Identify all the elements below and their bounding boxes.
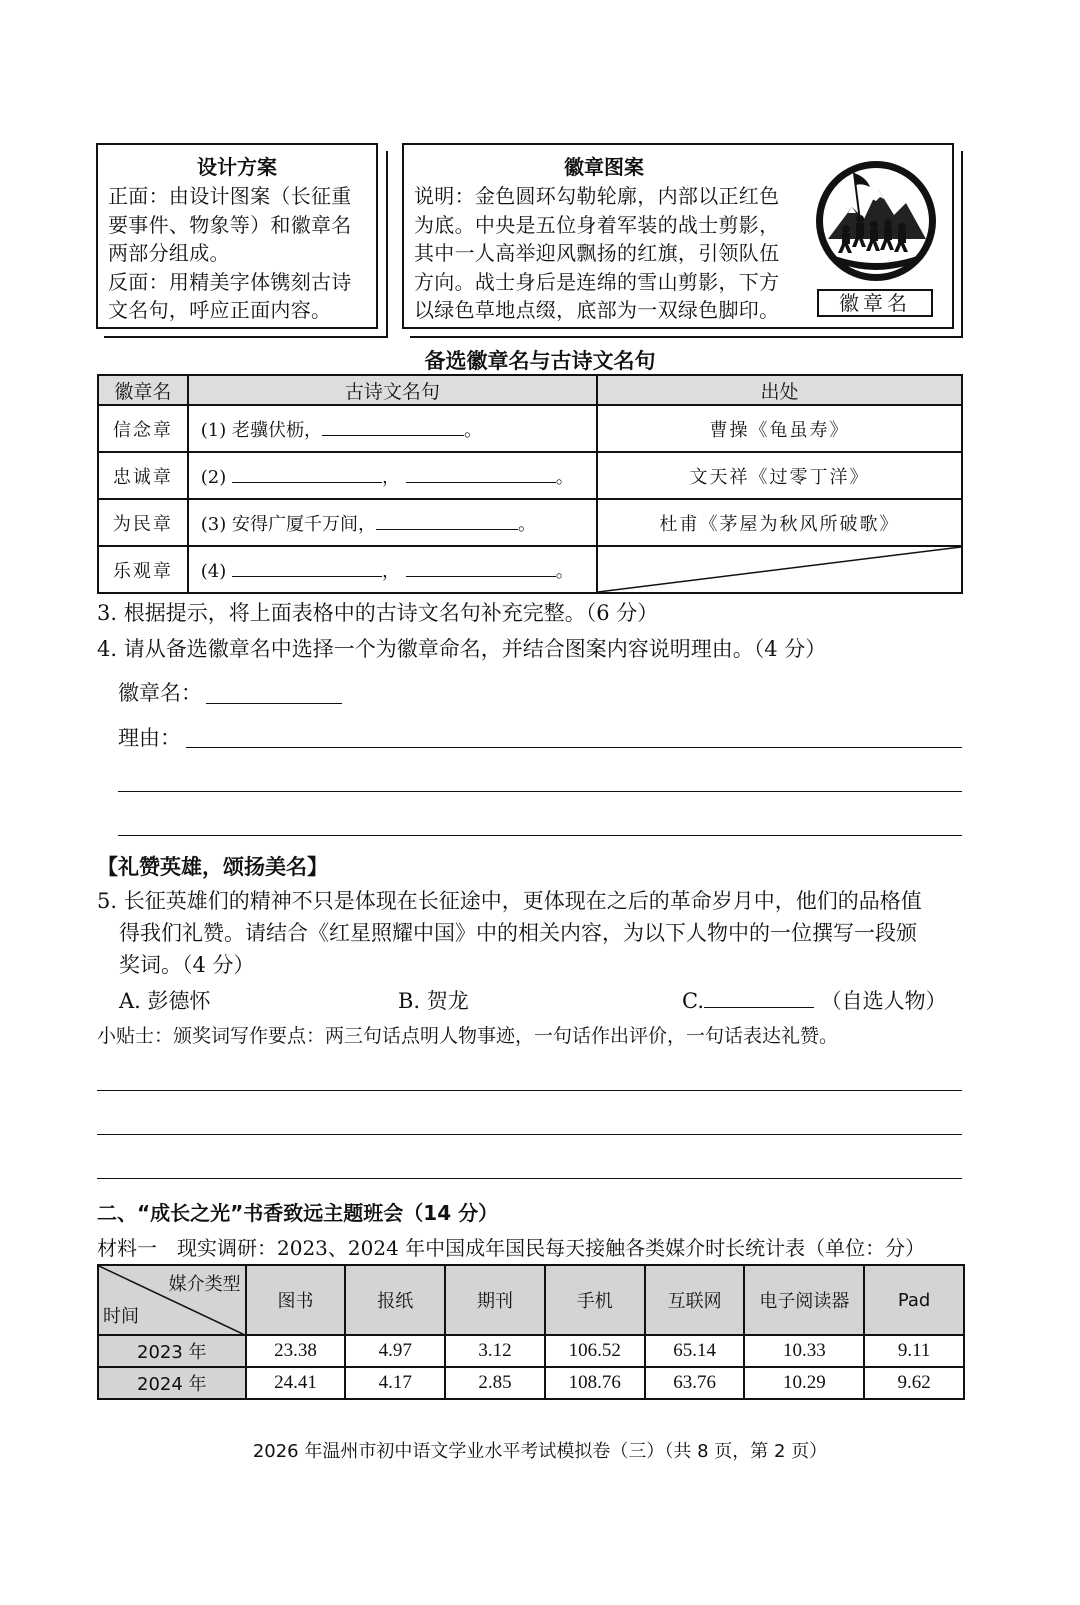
value-cell: 24.41 <box>246 1367 346 1399</box>
badge-name: 乐观章 <box>98 546 188 593</box>
emblem-image <box>814 159 938 283</box>
column-header: 电子阅读器 <box>744 1265 864 1335</box>
section-heading: 【礼赞英雄，颂扬美名】 <box>97 855 328 879</box>
design-line: 两部分组成。 <box>108 241 230 265</box>
answer-blank[interactable] <box>232 559 382 577</box>
value-cell: 63.76 <box>645 1367 745 1399</box>
answer-blank[interactable] <box>322 418 464 436</box>
value-cell: 4.97 <box>345 1335 445 1367</box>
material-1-title: 材料一 现实调研：2023、2024 年中国成年国民每天接触各类媒介时长统计表（单位：分） <box>97 1236 926 1260</box>
poem-prefix: (2) <box>200 466 227 488</box>
column-header: 手机 <box>545 1265 645 1335</box>
design-line: 反面：用精美字体镌刻古诗 <box>108 269 352 294</box>
badge-table-caption: 备选徽章名与古诗文名句 <box>424 349 656 373</box>
part-2-heading: 二、“成长之光”书香致远主题班会（14 分） <box>97 1201 499 1225</box>
question-5-line: 得我们礼赞。请结合《红星照耀中国》中的相关内容，为以下人物中的一位撰写一段颁 <box>119 921 917 945</box>
emblem-pattern-title: 徽章图案 <box>564 155 644 179</box>
badge-name: 忠诚章 <box>98 452 188 499</box>
year-cell: 2024 年 <box>98 1367 246 1399</box>
poem-end: 。 <box>555 560 574 582</box>
poem-prefix: (4) <box>200 560 227 582</box>
media-table <box>97 1264 965 1400</box>
question-5 <box>97 885 967 981</box>
reason-answer-line[interactable] <box>186 747 962 748</box>
value-cell: 65.14 <box>645 1335 745 1367</box>
badge-name: 为民章 <box>98 499 188 546</box>
poem-cell <box>188 499 597 546</box>
badge-name: 信念章 <box>98 405 188 452</box>
header-source: 出处 <box>597 375 962 405</box>
value-cell: 3.12 <box>445 1335 545 1367</box>
poem-source: 杜甫《茅屋为秋风所破歌》 <box>597 499 962 546</box>
poem-cell <box>188 452 597 499</box>
question-5-line: 5. 长征英雄们的精神不只是体现在长征途中，更体现在之后的革命岁月中，他们的品格值 <box>97 889 922 913</box>
poem-source: 文天祥《过零丁洋》 <box>597 452 962 499</box>
emblem-name-label: 徽章名 <box>817 289 933 317</box>
answer-blank[interactable] <box>406 559 556 577</box>
value-cell: 4.17 <box>345 1367 445 1399</box>
design-plan-box <box>96 143 378 329</box>
emblem-line: 其中一人高举迎风飘扬的红旗，引领队伍 <box>414 241 780 265</box>
answer-line[interactable] <box>97 1090 962 1091</box>
reason-label: 理由： <box>118 726 181 750</box>
column-header: 报纸 <box>345 1265 445 1335</box>
design-line: 文名句，呼应正面内容。 <box>108 298 332 322</box>
corner-bottom-label: 时间 <box>103 1306 139 1327</box>
poem-mid: ， <box>382 560 400 582</box>
question-4: 4. 请从备选徽章名中选择一个为徽章命名，并结合图案内容说明理由。（4 分） <box>97 637 827 661</box>
value-cell: 10.33 <box>744 1335 864 1367</box>
value-cell: 10.29 <box>744 1367 864 1399</box>
poem-cell <box>188 405 597 452</box>
design-plan-title: 设计方案 <box>197 155 277 179</box>
emblem-line: 以绿色草地点缀，底部为一双绿色脚印。 <box>414 298 780 322</box>
question-3: 3. 根据提示，将上面表格中的古诗文名句补充完整。（6 分） <box>97 601 659 625</box>
value-cell: 106.52 <box>545 1335 645 1367</box>
emblem-line: 为底。中央是五位身着军装的战士剪影， <box>414 212 780 237</box>
writing-tip: 小贴士：颁奖词写作要点：两三句话点明人物事迹，一句话作出评价，一句话表达礼赞。 <box>97 1025 839 1047</box>
value-cell: 2.85 <box>445 1367 545 1399</box>
column-header: Pad <box>864 1265 964 1335</box>
table-row <box>98 499 962 546</box>
header-poem: 古诗文名句 <box>188 375 597 405</box>
answer-blank[interactable] <box>406 465 556 483</box>
design-line: 正面：由设计图案（长征重 <box>108 184 352 208</box>
table-row <box>98 452 962 499</box>
corner-header <box>98 1265 246 1335</box>
answer-line[interactable] <box>97 1178 962 1179</box>
design-plan-text <box>98 180 376 325</box>
option-c-note: （自选人物） <box>820 989 947 1013</box>
answer-line[interactable] <box>97 1134 962 1135</box>
reason-answer-line[interactable] <box>118 791 962 792</box>
value-cell: 108.76 <box>545 1367 645 1399</box>
emblem-pattern-box <box>402 143 954 329</box>
diagonal-line <box>598 547 961 592</box>
badge-table <box>97 374 963 594</box>
option-b[interactable]: B. 贺龙 <box>398 989 469 1013</box>
reason-answer-line[interactable] <box>118 835 962 836</box>
value-cell: 9.62 <box>864 1367 964 1399</box>
answer-blank[interactable] <box>232 465 382 483</box>
year-cell: 2023 年 <box>98 1335 246 1367</box>
table-row <box>98 1367 964 1399</box>
table-row <box>98 405 962 452</box>
badge-name-label: 徽章名： <box>118 681 202 705</box>
answer-blank[interactable] <box>376 512 518 530</box>
poem-prefix: (3) 安得广厦千万间， <box>200 513 376 535</box>
poem-end: 。 <box>517 513 536 535</box>
option-c[interactable] <box>682 985 947 1017</box>
column-header: 图书 <box>246 1265 346 1335</box>
emblem-line: 方向。战士身后是连绵的雪山剪影，下方 <box>414 269 780 294</box>
question-5-line: 奖词。（4 分） <box>119 953 255 977</box>
column-header: 互联网 <box>645 1265 745 1335</box>
value-cell: 9.11 <box>864 1335 964 1367</box>
option-c-blank[interactable] <box>704 988 814 1008</box>
table-row <box>98 546 962 593</box>
poem-end: 。 <box>555 466 574 488</box>
poem-mid: ， <box>382 466 400 488</box>
emblem-pattern-text <box>404 180 804 325</box>
option-a[interactable]: A. 彭德怀 <box>119 989 211 1013</box>
design-line: 要事件、物象等）和徽章名 <box>108 212 352 237</box>
poem-source: 曹操《龟虽寿》 <box>597 405 962 452</box>
emblem-line: 说明：金色圆环勾勒轮廓，内部以正红色 <box>414 184 780 208</box>
page-footer: 2026 年温州市初中语文学业水平考试模拟卷（三）（共 8 页，第 2 页） <box>252 1441 828 1462</box>
column-header: 期刊 <box>445 1265 545 1335</box>
table-row <box>98 1335 964 1367</box>
poem-end: 。 <box>463 419 482 441</box>
header-badge-name: 徽章名 <box>98 375 188 405</box>
corner-top-label: 媒介类型 <box>168 1274 241 1295</box>
poem-prefix: (1) 老骥伏枥， <box>200 419 322 441</box>
option-c-label: C. <box>682 989 704 1013</box>
empty-source-cell <box>597 546 962 593</box>
value-cell: 23.38 <box>246 1335 346 1367</box>
badge-name-answer-line[interactable] <box>206 703 342 704</box>
poem-cell <box>188 546 597 593</box>
